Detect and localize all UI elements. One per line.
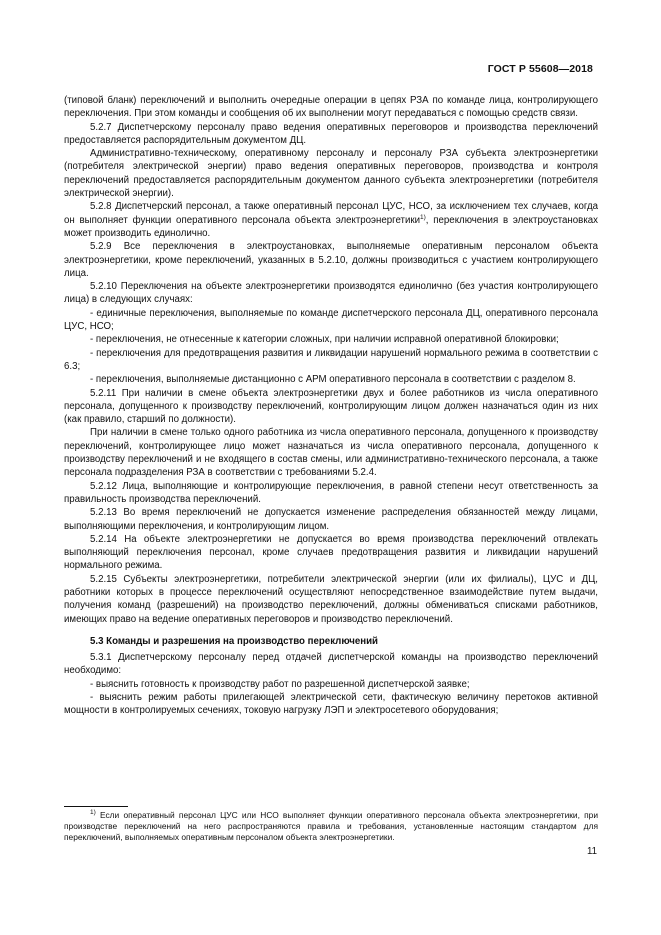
paragraph-text: , переключения в электроустановках может производить единолично. bbox=[64, 214, 598, 239]
paragraph: 5.2.10 Переключения на объекте электроэнергетики производятся единолично (без участия контролирующего лица) в следующих случаях: bbox=[64, 281, 598, 306]
paragraph: 5.2.9 Все переключения в электроустановках, выполняемые оперативным персоналом объекта электроэнергетики, кроме переключений, указанных в 5.2.10, должны производиться с участием контролирующего лица. bbox=[64, 241, 598, 279]
paragraph: 5.2.13 Во время переключений не допускается изменение распределения обязанностей между лицами, выполняющими переключения, и контролирующим лицом. bbox=[64, 507, 598, 532]
paragraph: 5.2.15 Субъекты электроэнергетики, потребители электрической энергии (или их филиалы), ЦУС и ДЦ, работники которых в процессе переключений осуществляют непосредственное взаимодействие путем выдачи, получения команд (разрешений) на производство переключений, должны обмениваться списками работников, имеющих право на ведение оперативных переговоров и производство переключений. bbox=[64, 573, 598, 625]
page-number: 11 bbox=[586, 846, 597, 857]
footnote-mark: 1) bbox=[90, 809, 96, 817]
list-item: - переключения, не отнесенные к категории сложных, при наличии исправной оперативной блокировки; bbox=[90, 334, 559, 346]
paragraph bbox=[64, 200, 598, 240]
section-heading: 5.3 Команды и разрешения на производство переключений bbox=[90, 635, 378, 647]
list-item: - единичные переключения, выполняемые по команде диспетчерского персонала ДЦ, оперативного персонала ЦУС, НСО; bbox=[64, 307, 598, 333]
paragraph: 5.2.11 При наличии в смене объекта электроэнергетики двух и более работников из числа оперативного персонала, допущенного к производству переключений, контролирующим лицом должен назначаться один из них (как правило, старший по должности). bbox=[64, 387, 598, 426]
list-item: - переключения, выполняемые дистанционно с АРМ оперативного персонала в соответствии с разделом 8. bbox=[90, 374, 576, 386]
paragraph-text: 5.2.8 Диспетчерский персонал, а также оперативный персонал ЦУС, НСО, за исключением тех случаев, когда он выполняет функции оперативного персонала объекта электроэнергетики bbox=[64, 201, 598, 226]
footnote-separator bbox=[64, 806, 128, 807]
paragraph: 5.2.12 Лица, выполняющие и контролирующие переключения, в равной степени несут ответственность за правильность производства переключений. bbox=[64, 480, 598, 505]
footnote bbox=[64, 810, 598, 844]
footnote-text: Если оперативный персонал ЦУС или НСО выполняет функции оперативного персонала объекта электроэнергетики, при производстве переключений на него распространяются правила и требования, установленные настоящим стандартом для переключений, выполняемых оперативным персоналом объекта электроэнергетики. bbox=[64, 810, 598, 843]
document-header: ГОСТ Р 55608—2018 bbox=[487, 63, 593, 75]
paragraph: 5.3.1 Диспетчерскому персоналу перед отдачей диспетчерской команды на производство переключений необходимо: bbox=[64, 652, 598, 677]
paragraph: Административно-техническому, оперативному персоналу и персоналу РЗА субъекта электроэнергетики (потребителя электрической энергии) право ведения оперативных переговоров, производства и контроля переключений предоставляется распорядительным документом данного субъекта электроэнергетики (потребителя электрической энергии). bbox=[64, 148, 598, 200]
paragraph: 5.2.7 Диспетчерскому персоналу право ведения оперативных переговоров и производства переключений предоставляется распорядительным документом ДЦ. bbox=[64, 121, 598, 146]
list-item: - выяснить готовность к производству работ по разрешенной диспетчерской заявке; bbox=[90, 678, 470, 690]
list-item: - выяснить режим работы прилегающей электрической сети, фактическую величину перетоков активной мощности в контролируемых сечениях, токовую нагрузку ЛЭП и электросетевого оборудования; bbox=[64, 692, 598, 717]
footnote-reference: 1) bbox=[420, 213, 426, 221]
paragraph: (типовой бланк) переключений и выполнить очередные операции в цепях РЗА по команде лица, контролирующего переключения. При этом команды и сообщения об их выполнении могут передаваться с помощью средств связи. bbox=[64, 95, 598, 120]
list-item: - переключения для предотвращения развития и ликвидации нарушений нормального режима в соответствии с 6.3; bbox=[64, 347, 598, 372]
paragraph: При наличии в смене только одного работника из числа оперативного персонала, допущенного к производству переключений, контролирующее лицо может назначаться из числа оперативного персонала, допущенного к производству переключений и не входящего в состав смены, или административно-технического персонала, а также персонала подразделения РЗА в соответствии с требованиями 5.2.4. bbox=[64, 427, 598, 479]
body-text bbox=[64, 94, 598, 718]
paragraph: 5.2.14 На объекте электроэнергетики не допускается во время производства переключений отвлекать выполняющий переключения персонал, кроме случаев предотвращения развития и ликвидации нарушений нормального режима. bbox=[64, 533, 598, 572]
